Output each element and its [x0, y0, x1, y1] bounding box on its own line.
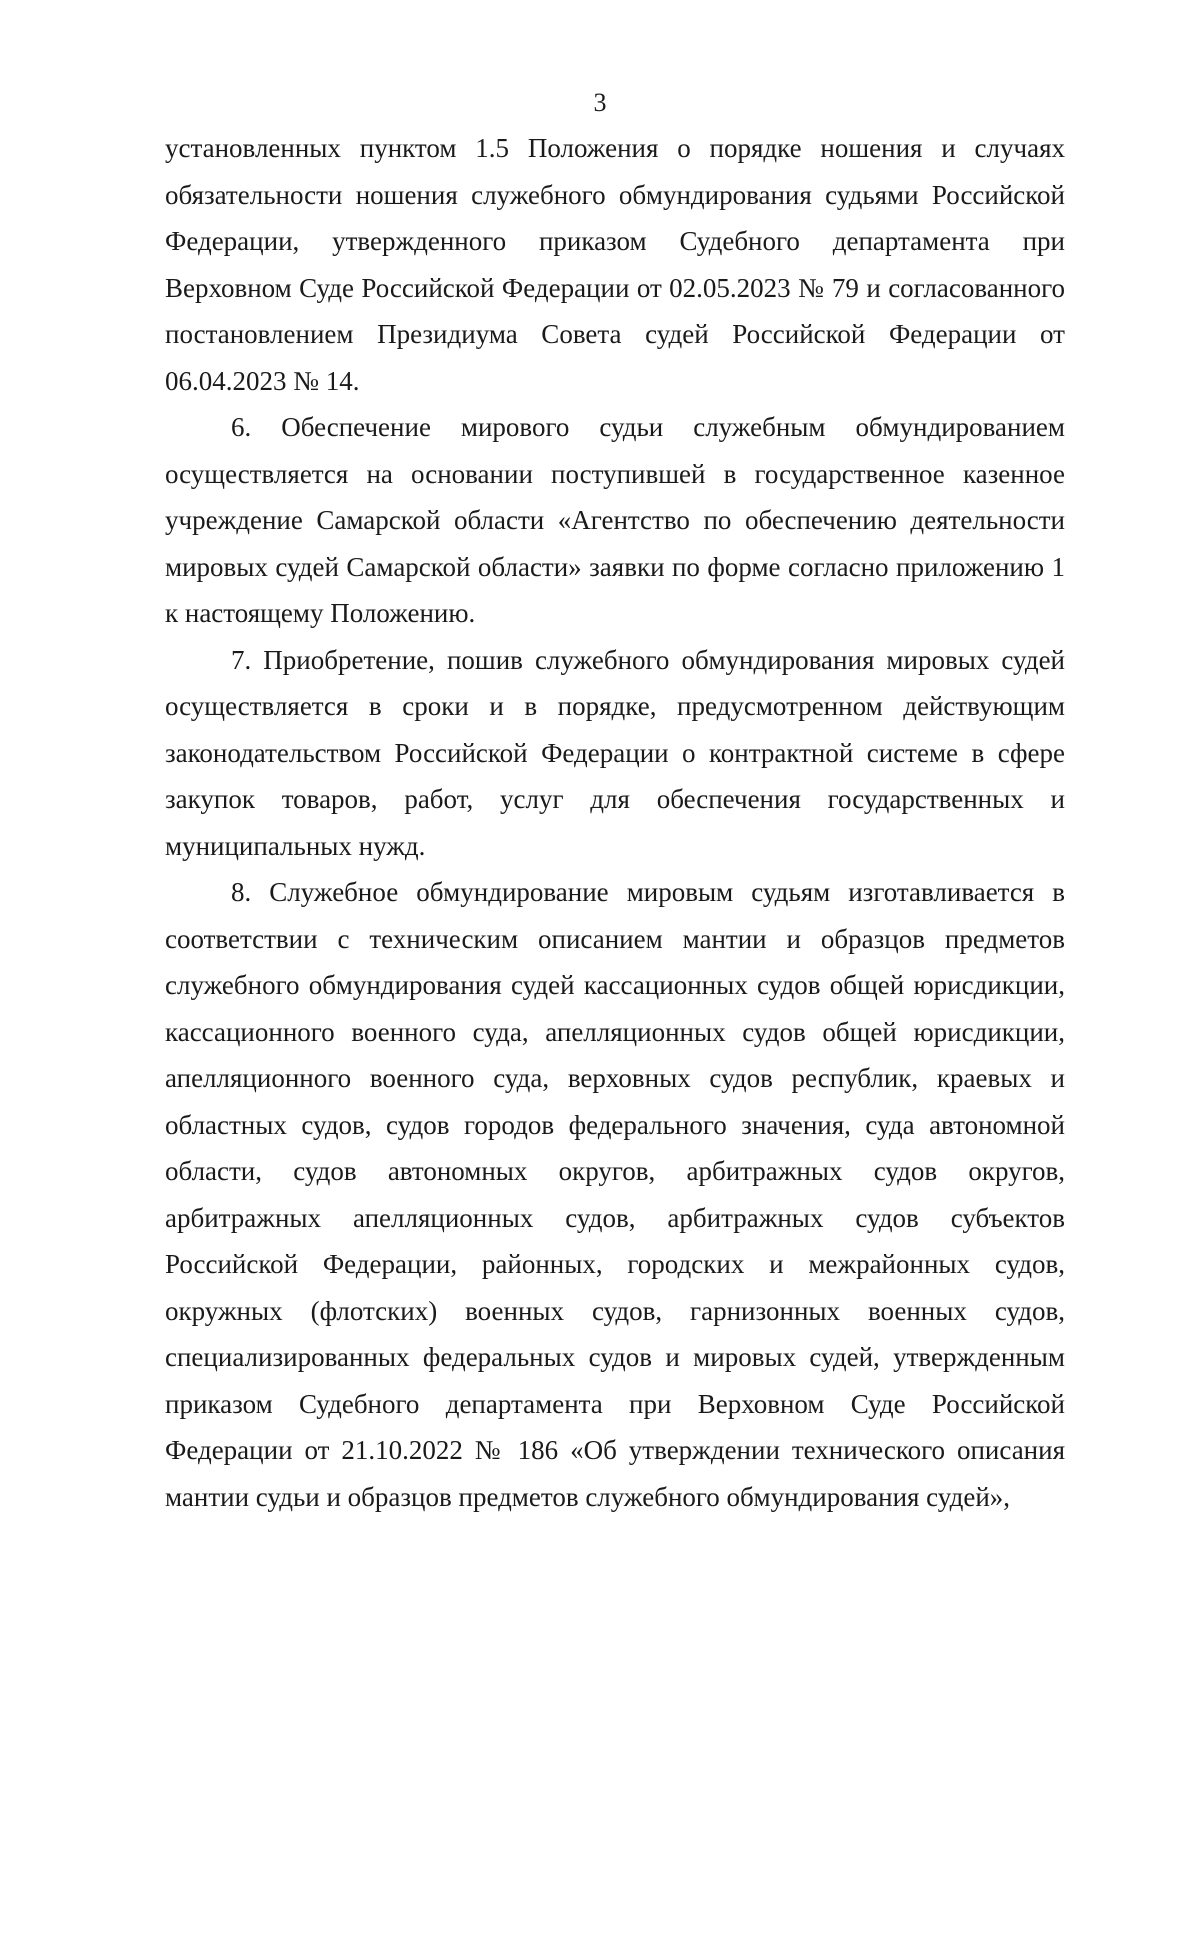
paragraph-7: 7. Приобретение, пошив служебного обмундирования мировых судей осуществляется в сроки и в порядке, предусмотренном действующим законодательством Российской Федерации о контрактной системе в сфере закупок товаров, работ, услуг для обеспечения государственных и муниципальных нужд.	[165, 644, 1065, 861]
paragraph-8: 8. Служебное обмундирование мировым судьям изготавливается в соответствии с техническим описанием мантии и образцов предметов служебного обмундирования судей кассационных судов общей юрисдикции, кассационного военного суда, апелляционных судов общей юрисдикции, апелляционного военного суда, верховных судов республик, краевых и областных судов, судов городов федерального значения, суда автономной области, судов автономных округов, арбитражных судов округов, арбитражных апелляционных судов, арбитражных судов субъектов Российской Федерации, районных, городских и межрайонных судов, окружных (флотских) военных судов, гарнизонных военных судов, специализированных федеральных судов и мировых судей, утвержденным приказом Судебного департамента при Верховном Суде Российской Федерации от 21.10.2022 № 186 «Об утверждении технического описания мантии судьи и образцов предметов служебного обмундирования судей»,	[165, 877, 1065, 1512]
document-body	[165, 125, 1065, 1520]
paragraph-6: 6. Обеспечение мирового судьи служебным обмундированием осуществляется на основании поступившей в государственное казенное учреждение Самарской области «Агентство по обеспечению деятельности мировых судей Самарской области» заявки по форме согласно приложению 1 к настоящему Положению.	[165, 412, 1065, 628]
paragraph-continuation: установленных пунктом 1.5 Положения о порядке ношения и случаях обязательности ношения служебного обмундирования судьями Российской Федерации, утвержденного приказом Судебного департамента при Верховном Суде Российской Федерации от 02.05.2023 № 79 и согласованного постановлением Президиума Совета судей Российской Федерации от 06.04.2023 № 14.	[165, 133, 1065, 396]
page-number: 3	[593, 88, 607, 117]
